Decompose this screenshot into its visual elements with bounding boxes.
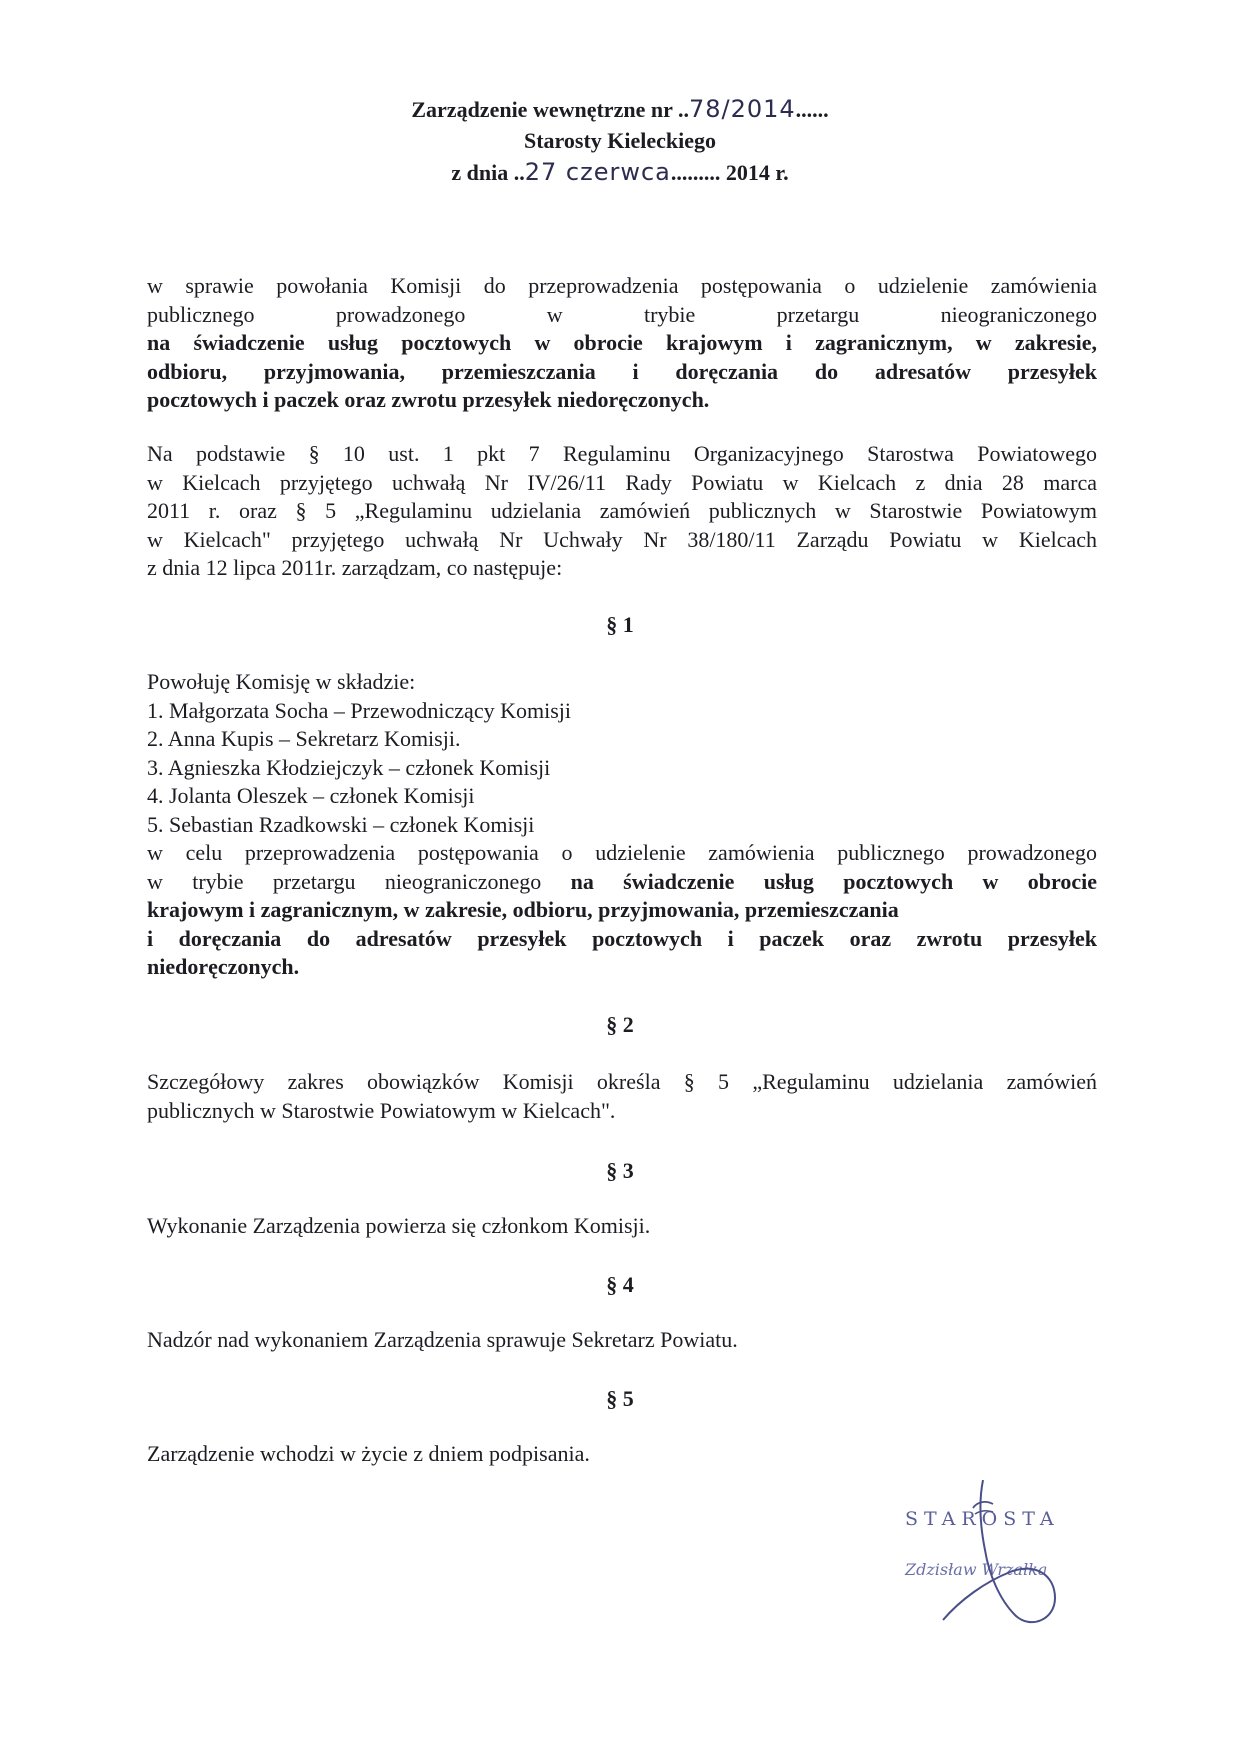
date-prefix: z dnia .. bbox=[451, 160, 525, 185]
official-stamp bbox=[905, 1480, 1085, 1630]
subject-paragraph bbox=[147, 272, 1097, 415]
subject-line: na świadczenie usług pocztowych w obrocie krajowym i zagranicznym, w zakresie, bbox=[147, 330, 1097, 355]
subject-line: publicznego prowadzonego w trybie przetargu nieograniczonego bbox=[147, 301, 1097, 327]
document-title bbox=[0, 95, 1240, 123]
purpose-line bbox=[147, 868, 1097, 897]
subject-line: odbioru, przyjmowania, przemieszczania i doręczania do adresatów przesyłek bbox=[147, 358, 1097, 384]
basis-line: z dnia 12 lipca 2011r. zarządzam, co następuje: bbox=[147, 555, 563, 580]
committee-member: 2. Anna Kupis – Sekretarz Komisji. bbox=[147, 726, 461, 751]
date-suffix: ......... 2014 r. bbox=[670, 160, 789, 185]
handwritten-date: 27 czerwca bbox=[524, 158, 671, 186]
basis-line: Na podstawie § 10 ust. 1 pkt 7 Regulaminu Organizacyjnego Starostwa Powiatowego bbox=[147, 441, 1097, 466]
s2-line: Szczegółowy zakres obowiązków Komisji określa § 5 „Regulaminu udzielania zamówień bbox=[147, 1069, 1097, 1094]
committee-member: 4. Jolanta Oleszek – członek Komisji bbox=[147, 783, 475, 808]
purpose-normal: w trybie przetargu nieograniczonego bbox=[147, 868, 542, 894]
section-5-heading: § 5 bbox=[606, 1386, 634, 1411]
section-4-heading: § 4 bbox=[606, 1272, 634, 1297]
purpose-line: krajowym i zagranicznym, w zakresie, odbioru, przyjmowania, przemieszczania bbox=[147, 897, 899, 922]
committee-list bbox=[147, 668, 1097, 982]
basis-line: 2011 r. oraz § 5 „Regulaminu udzielania zamówień publicznych w Starostwie Powiatowym bbox=[147, 498, 1097, 523]
purpose-line: niedoręczonych. bbox=[147, 954, 300, 979]
section-2-heading: § 2 bbox=[606, 1012, 634, 1037]
document-subtitle: Starosty Kieleckiego bbox=[523, 128, 717, 153]
purpose-bold: na świadczenie usług pocztowych w obrocie bbox=[570, 868, 1097, 894]
section-3-heading: § 3 bbox=[606, 1158, 634, 1183]
stamp-title: STAROSTA bbox=[905, 1508, 1060, 1530]
section-4-paragraph: Nadzór nad wykonaniem Zarządzenia sprawuje Sekretarz Powiatu. bbox=[147, 1327, 738, 1352]
handwritten-number: 78/2014 bbox=[688, 95, 796, 123]
section-5-paragraph: Zarządzenie wchodzi w życie z dniem podpisania. bbox=[147, 1441, 590, 1466]
basis-line: w Kielcach" przyjętego uchwałą Nr Uchwały Nr 38/180/11 Zarządu Powiatu w Kielcach bbox=[147, 526, 1097, 552]
committee-member: 1. Małgorzata Socha – Przewodniczący Komisji bbox=[147, 697, 571, 723]
subject-line: w sprawie powołania Komisji do przeprowadzenia postępowania o udzielenie zamówienia bbox=[147, 273, 1097, 298]
legal-basis-paragraph bbox=[147, 440, 1097, 583]
stamp-name: Zdzisław Wrzałka bbox=[905, 1560, 1048, 1579]
committee-intro: Powołuję Komisję w składzie: bbox=[147, 669, 416, 694]
signature-icon bbox=[905, 1480, 1085, 1630]
s2-line: publicznych w Starostwie Powiatowym w Kielcach". bbox=[147, 1097, 616, 1123]
subject-line: pocztowych i paczek oraz zwrotu przesyłek niedoręczonych. bbox=[147, 387, 710, 412]
purpose-line: i doręczania do adresatów przesyłek pocztowych i paczek oraz zwrotu przesyłek bbox=[147, 925, 1097, 951]
committee-member: 3. Agnieszka Kłodziejczyk – członek Komisji bbox=[147, 754, 551, 780]
basis-line: w Kielcach przyjętego uchwałą Nr IV/26/11 Rady Powiatu w Kielcach z dnia 28 marca bbox=[147, 469, 1097, 495]
section-1-heading: § 1 bbox=[606, 612, 634, 637]
document-date bbox=[0, 158, 1240, 186]
purpose-line: w celu przeprowadzenia postępowania o udzielenie zamówienia publicznego prowadzonego bbox=[147, 840, 1097, 865]
title-prefix: Zarządzenie wewnętrzne nr .. bbox=[411, 97, 689, 122]
section-2-paragraph bbox=[147, 1068, 1097, 1125]
title-suffix: ...... bbox=[795, 97, 829, 122]
committee-member: 5. Sebastian Rzadkowski – członek Komisji bbox=[147, 811, 535, 837]
section-3-paragraph: Wykonanie Zarządzenia powierza się członkom Komisji. bbox=[147, 1213, 651, 1238]
